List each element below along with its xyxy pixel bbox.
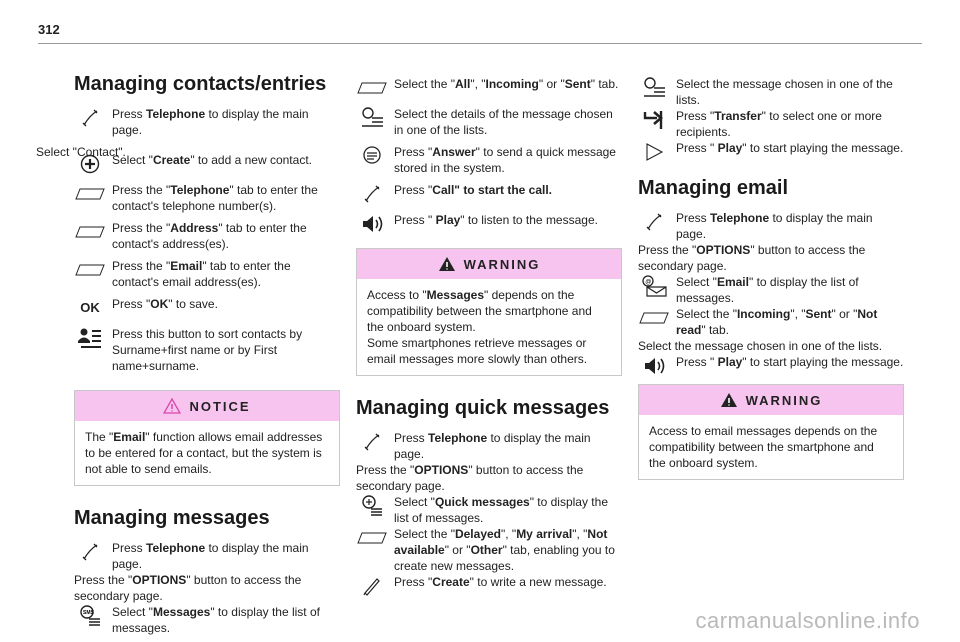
warning-title: WARNING [745, 392, 823, 408]
step-email-tabs: Select the "Incoming", "Sent" or "Not read" tab. [638, 306, 904, 338]
pencil-icon [356, 574, 388, 598]
step-address-tab: Press the "Address" tab to enter the contact's address(es). [74, 220, 340, 252]
step-quick-telephone: Press Telephone to display the main page. [356, 430, 622, 462]
email-icon [638, 274, 670, 298]
column-2 [356, 76, 622, 596]
select-contact-text: Select "Contact". [36, 145, 126, 159]
tab-icon [638, 306, 670, 330]
step-msg-telephone: Press Telephone to display the main page. [74, 540, 340, 572]
step-play: Press " Play" to listen to the message. [356, 212, 622, 228]
phone-icon [74, 106, 106, 130]
tab-icon [74, 258, 106, 282]
warning-body: Access to "Messages" depends on the compatibility between the smartphone and the onboard system. Some smartphones retrieve messages or email messages more slowly than others. [367, 288, 592, 366]
speaker-icon [638, 354, 670, 378]
column-3 [638, 76, 904, 496]
message-details-icon [356, 106, 388, 130]
plus-circle-icon [74, 152, 106, 176]
step-ok: OK Press "OK" to save. [74, 296, 340, 312]
heading-managing-messages: Managing messages [74, 507, 270, 529]
watermark: carmanualsonline.info [695, 608, 920, 633]
step-create-message: Press "Create" to write a new message. [356, 574, 622, 590]
notice-header [75, 391, 339, 421]
step-play-message: Press " Play" to start playing the message. [638, 140, 904, 156]
step-sort-contacts: Press this button to sort contacts by Surname+first name or by First name+surname. [74, 326, 340, 374]
step-tabs-all: Select the "All", "Incoming" or "Sent" tab. [356, 76, 622, 92]
tab-icon [356, 526, 388, 550]
svg-text:SMS: SMS [83, 610, 94, 616]
tab-icon [74, 220, 106, 244]
quick-options-text: Press the "OPTIONS" button to access the secondary page. [356, 463, 584, 493]
answer-icon [356, 144, 388, 168]
step-select-message: Select the message chosen in one of the lists. [638, 76, 904, 108]
notice-box [74, 390, 340, 486]
msg-options-text: Press the "OPTIONS" button to access the secondary page. [74, 573, 302, 603]
warning-header [639, 385, 903, 415]
notice-triangle-icon [163, 398, 181, 414]
warning-triangle-icon [438, 256, 456, 272]
notice-body: The "Email" function allows email addresses to be entered for a contact, but the system is not able to send emails. [85, 430, 323, 476]
phone-icon [638, 210, 670, 234]
email-select-text: Select the message chosen in one of the lists. [638, 339, 883, 353]
warning-box-messages [356, 248, 622, 376]
tab-icon [74, 182, 106, 206]
phone-icon [74, 540, 106, 564]
email-options-text: Press the "OPTIONS" button to access the secondary page. [638, 243, 866, 273]
transfer-icon [638, 108, 670, 132]
quick-messages-icon [356, 494, 388, 518]
column-1-body [74, 152, 340, 642]
heading-managing-contacts: Managing contacts/entries [74, 73, 327, 95]
step-call: Press "Call" to start the call. [356, 182, 622, 198]
step-transfer: Press "Transfer" to select one or more recipients. [638, 108, 904, 140]
page-number: 312 [38, 22, 60, 37]
step-quick-tabs: Select the "Delayed", "My arrival", "Not available" or "Other" tab, enabling you to create new messages. [356, 526, 622, 574]
phone-icon [356, 430, 388, 454]
sort-contacts-icon [74, 326, 106, 350]
speaker-icon [356, 212, 388, 236]
header-rule [38, 43, 922, 44]
step-email-tab: Press the "Email" tab to enter the contact's email address(es). [74, 258, 340, 290]
svg-text:@: @ [645, 279, 652, 286]
step-telephone-tab: Press the "Telephone" tab to enter the contact's telephone number(s). [74, 182, 340, 214]
step-message-details: Select the details of the message chosen in one of the lists. [356, 106, 622, 138]
step-email-play: Press " Play" to start playing the message. [638, 354, 904, 370]
play-icon [638, 140, 670, 164]
step-select-email: @ Select "Email" to display the list of messages. [638, 274, 904, 306]
step-answer: Press "Answer" to send a quick message stored in the system. [356, 144, 622, 176]
warning-title: WARNING [463, 256, 541, 272]
step-quick-messages: Select "Quick messages" to display the list of messages. [356, 494, 622, 526]
sms-list-icon [74, 604, 106, 628]
message-details-icon [638, 76, 670, 100]
warning-body: Access to email messages depends on the compatibility between the smartphone and the onboard system. [649, 424, 878, 470]
step-email-telephone: Press Telephone to display the main page. [638, 210, 904, 242]
tab-icon [356, 76, 388, 100]
step-contacts-telephone: Press Telephone to display the main page. [74, 106, 340, 138]
step-create-contact: Select "Create" to add a new contact. [74, 152, 340, 168]
step-select-messages: SMS Select "Messages" to display the list of messages. [74, 604, 340, 636]
warning-header [357, 249, 621, 279]
warning-box-email [638, 384, 904, 480]
notice-title: NOTICE [189, 398, 251, 414]
warning-triangle-icon [720, 392, 738, 408]
heading-managing-quick-messages: Managing quick messages [356, 397, 610, 419]
ok-icon: OK [80, 300, 100, 315]
heading-managing-email: Managing email [638, 177, 789, 199]
phone-icon [356, 182, 388, 206]
